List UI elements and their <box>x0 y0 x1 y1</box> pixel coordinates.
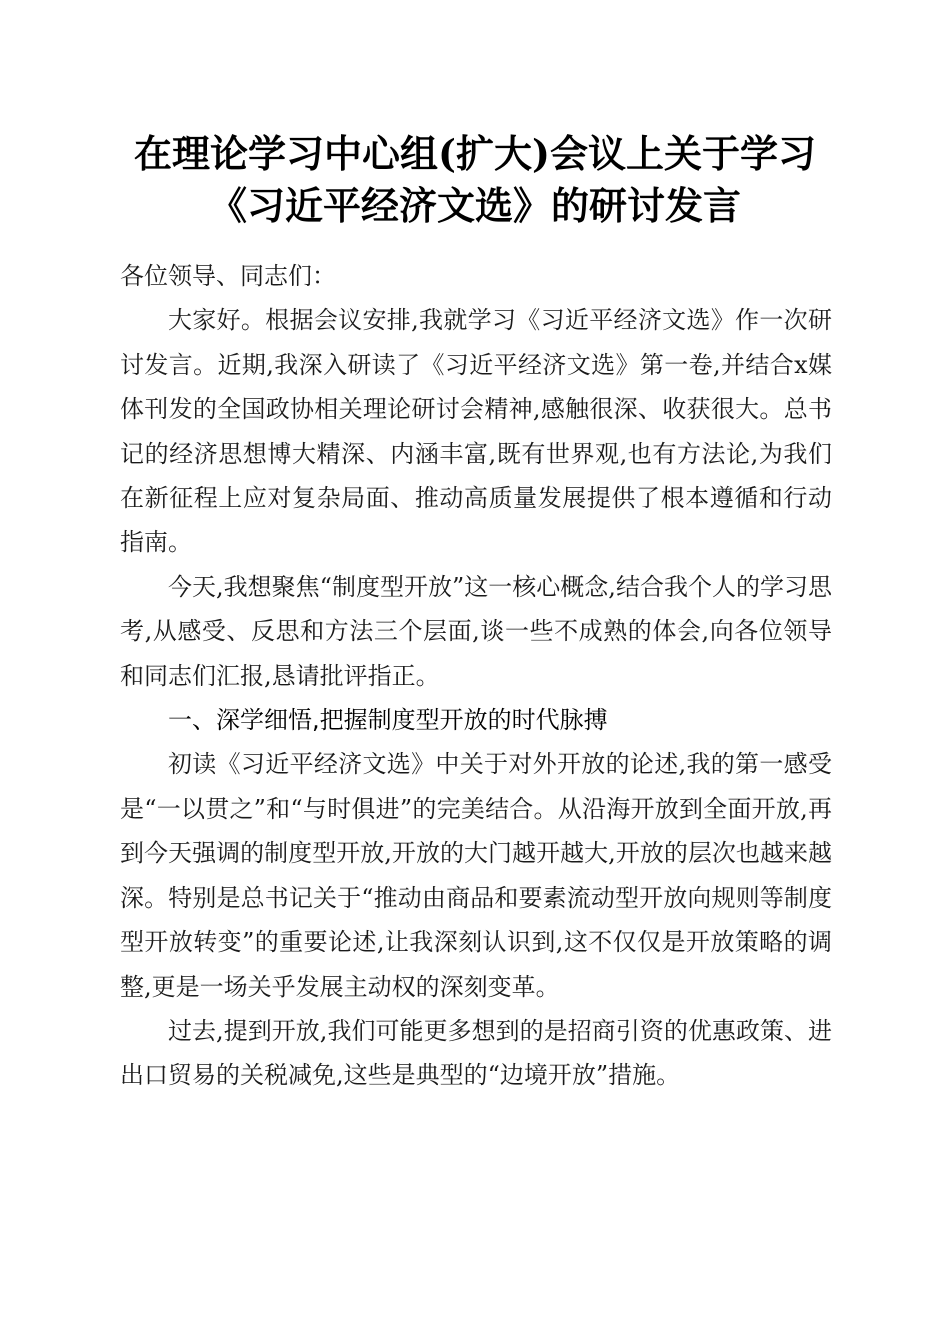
paragraph-focus: 今天,我想聚焦“制度型开放”这一核心概念,结合我个人的学习思考,从感受、反思和方法三个层面,谈一些不成熟的体会,向各位领导和同志们汇报,恳请批评指正。 <box>120 572 832 690</box>
salutation: 各位领导、同志们： <box>120 262 336 290</box>
document-title: 在理论学习中心组(扩大)会议上关于学习《习近平经济文选》的研讨发言 <box>134 131 816 228</box>
paragraph-section-1: 初读《习近平经济文选》中关于对外开放的论述,我的第一感受是“一以贯之”和“与时俱进”的完美结合。从沿海开放到全面开放,再到今天强调的制度型开放,开放的大门越开越大,开放的层次也越来越深。特别是总书记关于“推动由商品和要素流动型开放向规则等制度型开放转变”的重要论述,让我深刻认识到,这不仅仅是开放策略的调整,更是一场关乎发展主动权的深刻变革。 <box>120 750 832 1001</box>
section-heading: 一、深学细悟,把握制度型开放的时代脉搏 <box>168 706 608 735</box>
paragraph-intro: 大家好。根据会议安排,我就学习《习近平经济文选》作一次研讨发言。近期,我深入研读了《习近平经济文选》第一卷,并结合x媒体刊发的全国政协相关理论研讨会精神,感触很深、收获很大。总书记的经济思想博大精深、内涵丰富,既有世界观,也有方法论,为我们在新征程上应对复杂局面、推动高质量发展提供了根本遵循和行动指南。 <box>120 306 832 557</box>
paragraph-section-2: 过去,提到开放,我们可能更多想到的是招商引资的优惠政策、进出口贸易的关税减免,这些是典型的“边境开放”措施。 <box>120 1016 832 1090</box>
document-body <box>120 254 832 1098</box>
